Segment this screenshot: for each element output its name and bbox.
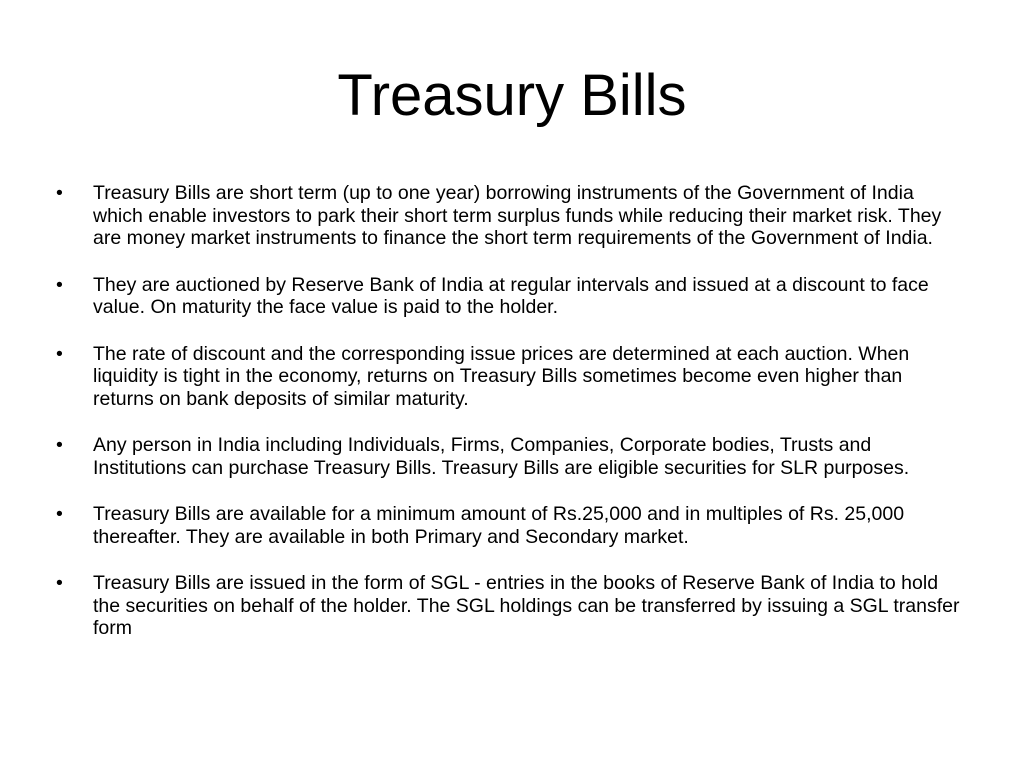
bullet-text: They are auctioned by Reserve Bank of India at regular intervals and issued at a discount to face value. On maturity the face value is paid to the holder. [93,273,929,318]
bullet-text: Treasury Bills are issued in the form of SGL - entries in the books of Reserve Bank of India to hold the securities on behalf of the holder. The SGL holdings can be transferred by issuing a SGL transfer form [93,572,960,639]
bullet-text: Treasury Bills are available for a minimum amount of Rs.25,000 and in multiples of Rs. 25,000 thereafter. They are available in both Primary and Secondary market. [93,503,905,548]
bullet-list [56,182,966,664]
bullet-marker: • [56,273,63,296]
bullet-marker: • [56,434,63,456]
bullet-text: Any person in India including Individuals, Firms, Companies, Corporate bodies, Trusts and Institutions can purchase Treasury Bills. Treasury Bills are eligible securities for SLR purposes. [93,434,910,479]
bullet-text: The rate of discount and the corresponding issue prices are determined at each auction. When liquidity is tight in the economy, returns on Treasury Bills sometimes become even higher than returns on bank deposits of similar maturity. [93,342,910,410]
bullet-item [56,572,966,640]
bullet-item [56,434,966,479]
slide-title: Treasury Bills [337,63,687,128]
bullet-marker: • [56,342,63,365]
bullet-item [56,274,966,319]
bullet-marker: • [56,572,63,594]
bullet-item [56,182,966,250]
bullet-item [56,503,966,548]
bullet-marker: • [56,503,63,525]
bullet-text: Treasury Bills are short term (up to one year) borrowing instruments of the Government of India which enable investors to park their short term surplus funds while reducing their market risk. They are money market instruments to finance the short term requirements of the Government of India. [93,182,942,249]
bullet-marker: • [56,182,63,204]
bullet-item [56,343,966,411]
